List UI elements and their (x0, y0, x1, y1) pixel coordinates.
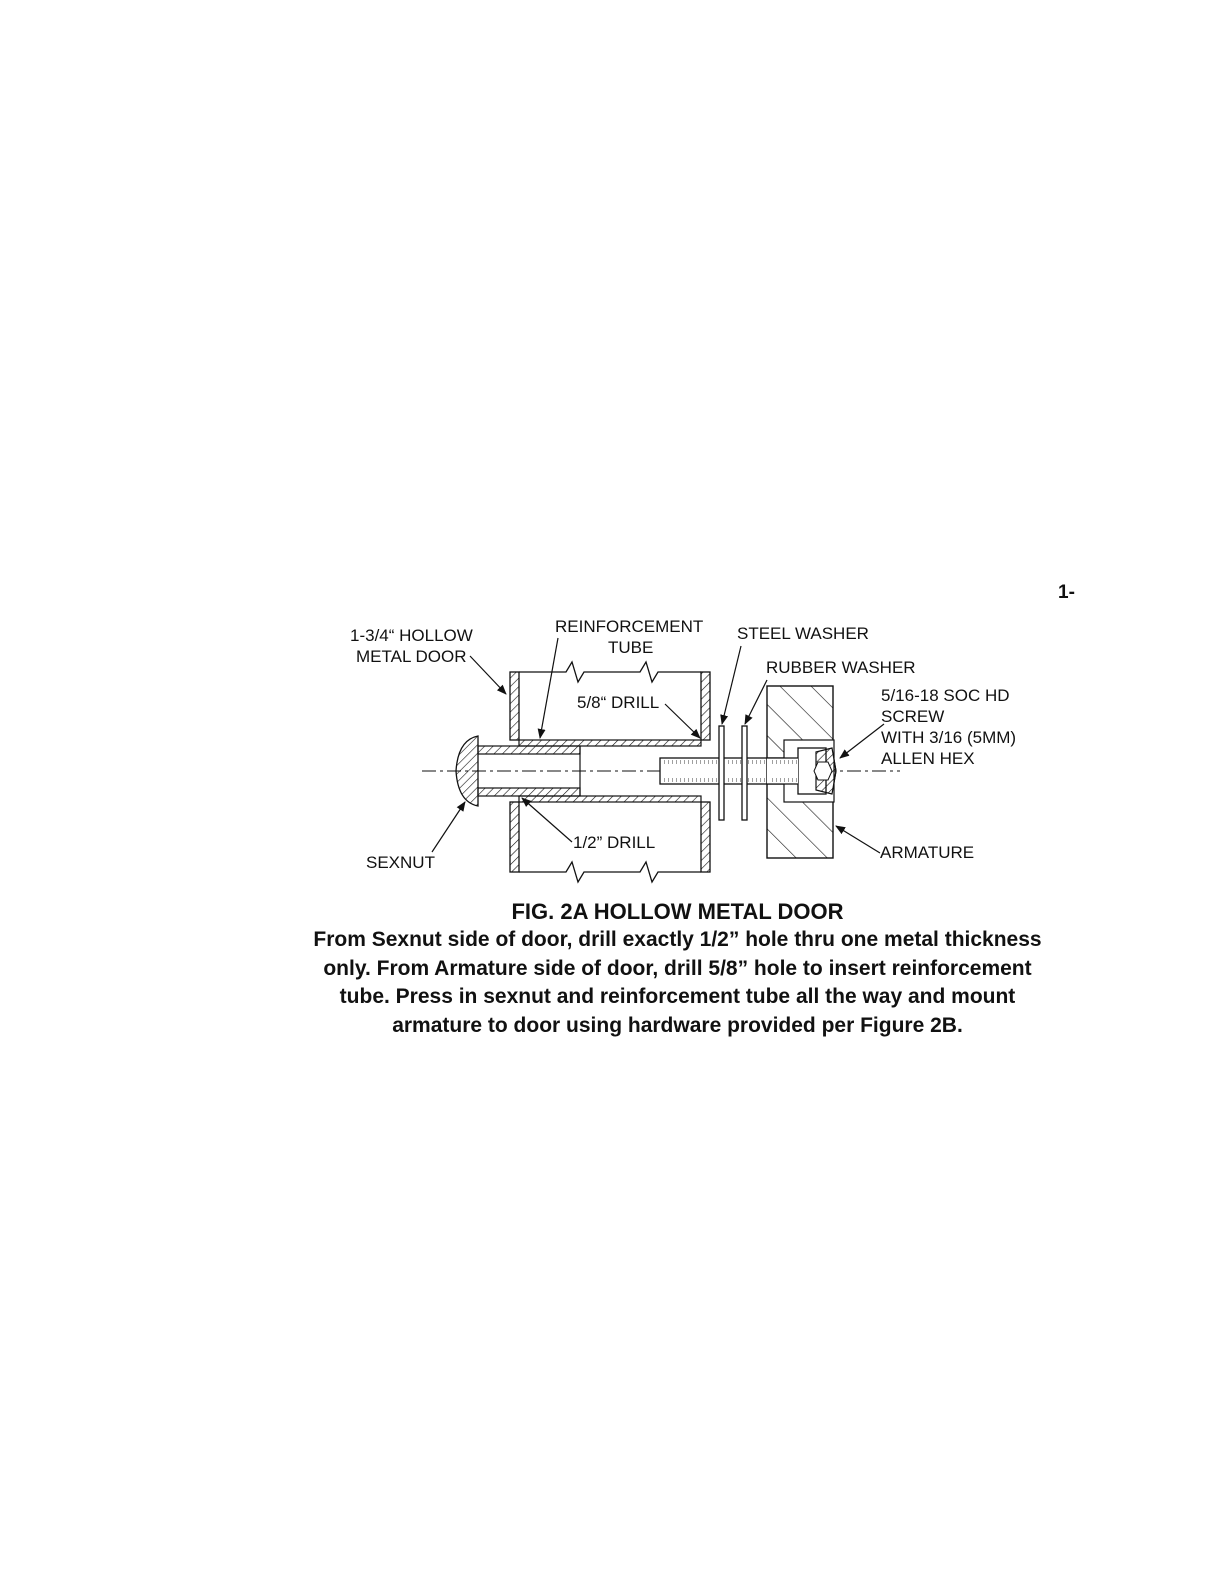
page-number: 1- (1058, 582, 1075, 603)
instruction-line: armature to door using hardware provided per Figure 2B. (392, 1013, 963, 1037)
tube-label-line2: TUBE (608, 638, 654, 657)
figure-title: FIG. 2A HOLLOW METAL DOOR (511, 899, 844, 924)
door-left-skin (510, 672, 519, 872)
instruction-line: tube. Press in sexnut and reinforcement tube all the way and mount (339, 985, 1016, 1008)
sexnut-label: SEXNUT (366, 853, 435, 872)
door-break-bottom (519, 862, 701, 882)
figure-instructions (250, 926, 1105, 1040)
rubber-washer-label: RUBBER WASHER (766, 658, 916, 677)
tube-label-line1: REINFORCEMENT (555, 617, 704, 636)
screw-label-line2: SCREW (881, 707, 945, 726)
steel-washer-label: STEEL WASHER (737, 624, 869, 643)
door-break-top (519, 662, 701, 682)
figure-caption (250, 898, 1105, 1040)
drill-12-label: 1/2” DRILL (573, 833, 656, 852)
screw-label-line1: 5/16-18 SOC HD (881, 686, 1010, 705)
armature-block (767, 686, 836, 858)
armature-label: ARMATURE (880, 843, 975, 862)
door-label-line1: 1-3/4“ HOLLOW (350, 626, 473, 645)
door-label-line2: METAL DOOR (356, 647, 467, 666)
screw-label-line3: WITH 3/16 (5MM) (881, 728, 1017, 747)
screw-label-line4: ALLEN HEX (881, 749, 975, 768)
rubber-washer (742, 726, 747, 820)
instruction-line: only. From Armature side of door, drill 5/8” hole to insert reinforcement (323, 956, 1032, 980)
drill-58-label: 5/8“ DRILL (577, 693, 660, 712)
instruction-line: From Sexnut side of door, drill exactly 1/2” hole thru one metal thickness (313, 928, 1042, 951)
steel-washer (719, 726, 724, 820)
